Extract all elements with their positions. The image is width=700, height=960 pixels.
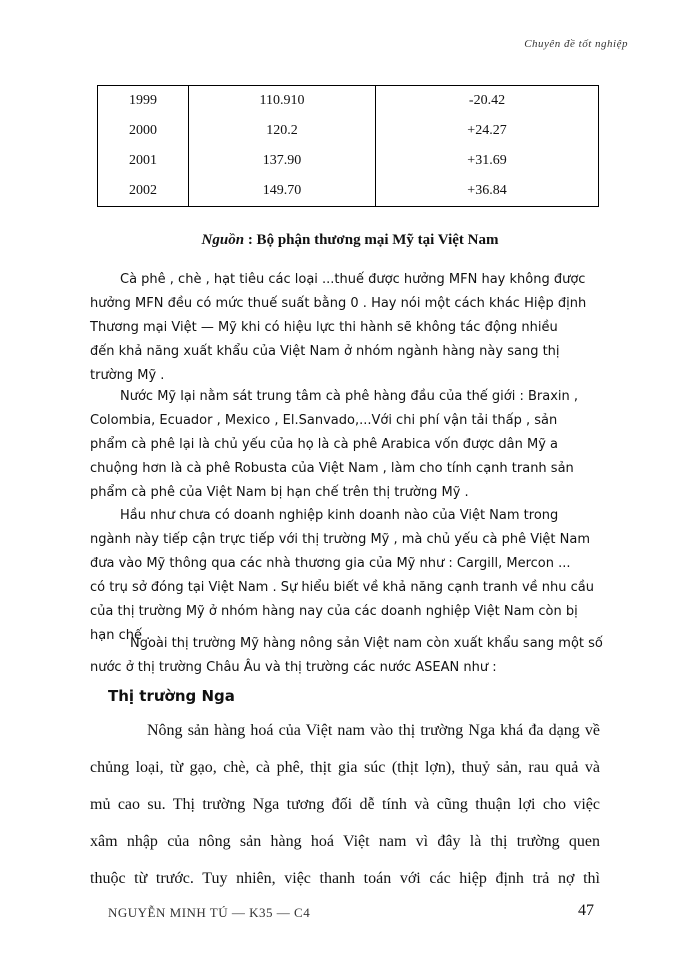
page-number: 47 <box>578 902 594 919</box>
table-cell-year: 2000 <box>98 116 189 146</box>
paragraph-line: Cà phê , chè , hạt tiêu các loại ...thuế được hưởng MFN hay không được <box>120 272 586 287</box>
table-row <box>98 116 599 146</box>
table-row <box>98 86 599 117</box>
footer-author: NGUYỄN MINH TÚ — K35 — C4 <box>108 905 311 920</box>
paragraph-line: thuộc từ trước. Tuy nhiên, việc thanh toán với các hiệp định trả nợ thì <box>90 870 600 887</box>
paragraph-line: phẩm cà phê lại là chủ yếu của họ là cà phê Arabica vốn được dân Mỹ a <box>90 437 559 452</box>
paragraph-line: Nước Mỹ lại nằm sát trung tâm cà phê hàng đầu của thế giới : Braxin , <box>120 389 579 404</box>
table-cell-change: -20.42 <box>376 86 599 117</box>
table-cell-year: 2001 <box>98 146 189 176</box>
source-label: Nguồn <box>201 232 245 248</box>
paragraph-line: nước ở thị trường Châu Âu và thị trường các nước ASEAN như : <box>90 660 497 675</box>
paragraph-line: ngành này tiếp cận trực tiếp với thị trường Mỹ , mà chủ yếu cà phê Việt Nam <box>90 532 591 547</box>
running-header: Chuyên đề tốt nghiệp <box>524 38 628 50</box>
paragraph-line: hưởng MFN đều có mức thuế suất bằng 0 . Hay nói một cách khác Hiệp định <box>90 296 587 311</box>
paragraph-competition <box>90 385 600 505</box>
paragraph-line: hạn chế . <box>90 628 151 643</box>
paragraph-line: đến khả năng xuất khẩu của Việt Nam ở nhóm ngành hàng này sang thị <box>90 344 560 359</box>
paragraph-line: chuộng hơn là cà phê Robusta của Việt Nam , làm cho tính cạnh tranh sản <box>90 461 574 476</box>
table-cell-value: 149.70 <box>189 176 376 207</box>
table-row <box>98 176 599 207</box>
paragraph-enterprises <box>90 504 600 648</box>
table-cell-value: 120.2 <box>189 116 376 146</box>
paragraph-line: có trụ sở đóng tại Việt Nam . Sự hiểu biết về khả năng cạnh tranh về nhu cầu <box>90 580 594 595</box>
table-cell-value: 137.90 <box>189 146 376 176</box>
paragraph-line: Thương mại Việt — Mỹ khi có hiệu lực thi hành sẽ không tác động nhiều <box>90 320 558 335</box>
paragraph-line: xâm nhập của nông sản hàng hoá Việt nam vì đây là thị trường quen <box>90 833 600 850</box>
section-heading: Thị trường Nga <box>108 687 235 705</box>
table-row <box>98 146 599 176</box>
table-cell-value: 110.910 <box>189 86 376 117</box>
source-text: : Bộ phận thương mại Mỹ tại Việt Nam <box>247 232 499 248</box>
table-cell-change: +31.69 <box>376 146 599 176</box>
data-table <box>97 85 599 207</box>
paragraph-tariffs <box>90 268 600 388</box>
paragraph-line: trường Mỹ . <box>90 368 165 383</box>
paragraph-line: Hầu như chưa có doanh nghiệp kinh doanh nào của Việt Nam trong <box>120 508 559 523</box>
table-cell-change: +36.84 <box>376 176 599 207</box>
paragraph-line: chủng loại, từ gạo, chè, cà phê, thịt gia súc (thịt lợn), thuỷ sản, rau quả và <box>90 759 600 776</box>
paragraph-line: Colombia, Ecuador , Mexico , El.Sanvado,...Với chi phí vận tải thấp , sản <box>90 413 558 428</box>
table-cell-year: 1999 <box>98 86 189 117</box>
section-body <box>90 712 600 897</box>
paragraph-other-markets <box>90 632 603 680</box>
paragraph-line: Ngoài thị trường Mỹ hàng nông sản Việt nam còn xuất khẩu sang một số <box>130 636 603 651</box>
paragraph-line: mủ cao su. Thị trường Nga tương đối dễ tính và cũng thuận lợi cho việc <box>90 796 600 813</box>
paragraph-line: đưa vào Mỹ thông qua các nhà thương gia của Mỹ như : Cargill, Mercon ... <box>90 556 571 571</box>
paragraph-line: phẩm cà phê của Việt Nam bị hạn chế trên thị trường Mỹ . <box>90 485 469 500</box>
table-cell-year: 2002 <box>98 176 189 207</box>
table-source-note <box>0 232 700 249</box>
table-cell-change: +24.27 <box>376 116 599 146</box>
paragraph-line: Nông sản hàng hoá của Việt nam vào thị trường Nga khá đa dạng về <box>147 722 600 739</box>
paragraph-line: của thị trường Mỹ ở nhóm hàng nay của các doanh nghiệp Việt Nam còn bị <box>90 604 578 619</box>
